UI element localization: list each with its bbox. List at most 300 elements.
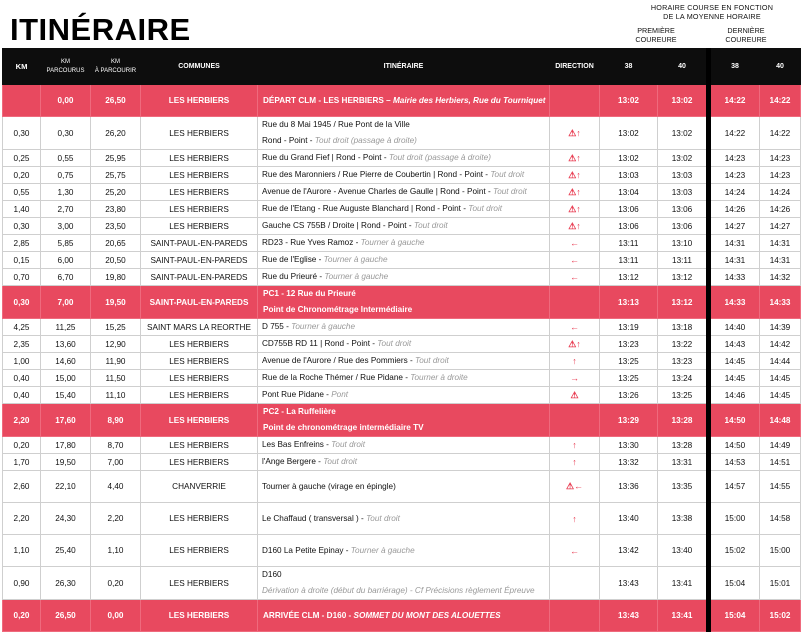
direction-icon: ⚠ [550,387,600,404]
col-speed-40-last: 40 [760,49,801,85]
cell-commune: LES HERBIERS [141,437,258,454]
cell-itineraire [258,184,550,201]
cell-km: 0,15 [3,252,41,269]
cell-km-left: 20,65 [91,235,141,252]
cell-time-40-last: 14:45 [760,387,801,404]
cell-time-40-last: 14:32 [760,269,801,286]
cell-km-done: 6,00 [41,252,91,269]
cell-km: 1,70 [3,454,41,471]
itineraire-main: Rue des Maronniers / Rue Pierre de Coubertin | Rond - Point - [262,170,491,179]
itineraire-main: Le Chaffaud ( transversal ) - [262,513,367,523]
last-rider-label [710,26,782,44]
cell-km-left: 11,90 [91,353,141,370]
table-row [3,252,801,269]
cell-time-38-last: 15:00 [709,503,760,535]
cell-time-40-last: 15:01 [760,567,801,600]
table-row [3,370,801,387]
cell-time-40-first: 13:35 [658,471,709,503]
itineraire-line [262,117,549,133]
itineraire-note: Tout droit [331,440,366,449]
cell-time-38-last: 14:22 [709,85,760,117]
direction-icon: ⚠↑ [550,167,600,184]
cell-time-38-last: 14:50 [709,437,760,454]
cell-itineraire [258,117,550,150]
cell-km-done: 2,70 [41,201,91,218]
cell-km-done: 25,40 [41,535,91,567]
cell-time-40-first: 13:18 [658,319,709,336]
cell-km-left: 0,20 [91,567,141,600]
itineraire-line [262,269,549,285]
cell-km-done: 26,30 [41,567,91,600]
cell-km-left: 25,20 [91,184,141,201]
col-speed-38-first: 38 [600,49,658,85]
table-row [3,471,801,503]
itineraire-note: Tout droit (passage à droite) [388,153,491,162]
direction-icon [550,600,600,632]
itineraire-line [262,543,549,559]
table-row [3,387,801,404]
cell-km-done: 13,60 [41,336,91,353]
cell-time-40-first: 13:28 [658,437,709,454]
cell-time-40-first: 13:02 [658,150,709,167]
cell-time-40-first: 13:22 [658,336,709,353]
cell-time-38-last: 15:04 [709,567,760,600]
table-row [3,454,801,471]
cell-km: 2,20 [3,404,41,437]
cell-time-38-first: 13:06 [600,201,658,218]
itineraire-note: Mairie des Herbiers, Rue du Tourniquet [392,95,546,105]
cell-km-left: 12,90 [91,336,141,353]
table-row [3,567,801,600]
cell-itineraire [258,286,550,319]
table-row [3,85,801,117]
cell-time-40-first: 13:23 [658,353,709,370]
cell-time-40-first: 13:12 [658,269,709,286]
itineraire-main: PC2 - La Ruffelière [263,407,336,416]
cell-km-done: 17,80 [41,437,91,454]
itineraire-main: D160 La Petite Epinay - [262,545,351,555]
cell-commune: LES HERBIERS [141,370,258,387]
direction-icon: ⚠↑ [550,150,600,167]
cell-itineraire [258,201,550,218]
itineraire-line [262,184,549,200]
cell-km-left: 7,00 [91,454,141,471]
first-rider-line: COUREURE [635,35,677,44]
itineraire-line [263,420,549,436]
cell-km: 0,20 [3,167,41,184]
direction-icon [550,567,600,600]
itineraire-note: Pont [331,390,349,399]
table-row [3,117,801,150]
itineraire-line [263,404,549,420]
cell-km-left: 8,90 [91,404,141,437]
itineraire-line [262,370,549,386]
cell-km-done: 0,00 [41,85,91,117]
cell-time-38-last: 14:33 [709,286,760,319]
cell-time-38-last: 14:24 [709,184,760,201]
cell-km: 1,00 [3,353,41,370]
cell-km-left: 25,75 [91,167,141,184]
itineraire-note: Tout droit [490,170,525,179]
cell-commune: SAINT MARS LA REORTHE [141,319,258,336]
col-speed-40-first: 40 [658,49,709,85]
itineraire-main: Point de Chronométrage Intermédiaire [263,305,413,314]
itineraire-main: Rue de l'Etang - Rue Auguste Blanchard | Rond - Point - [262,204,469,213]
table-row [3,167,801,184]
table-row [3,404,801,437]
cell-time-38-last: 15:04 [709,600,760,632]
cell-km-done: 1,30 [41,184,91,201]
cell-time-40-first: 13:03 [658,184,709,201]
cell-time-40-first: 13:38 [658,503,709,535]
cell-km: 0,30 [3,117,41,150]
cell-time-40-last: 14:23 [760,150,801,167]
cell-time-38-last: 14:43 [709,336,760,353]
cell-km: 0,20 [3,600,41,632]
cell-commune: SAINT-PAUL-EN-PAREDS [141,269,258,286]
itineraire-line [263,302,549,318]
col-km-left-line: KM [111,58,120,65]
table-row [3,218,801,235]
cell-commune: LES HERBIERS [141,503,258,535]
table-row [3,184,801,201]
cell-km: 4,25 [3,319,41,336]
cell-time-38-first: 13:23 [600,336,658,353]
itineraire-main: Pont Rue Pidane - [262,390,332,399]
direction-icon: ↑ [550,353,600,370]
cell-itineraire [258,600,550,632]
itineraire-main: l'Ange Bergere - [262,457,324,466]
cell-time-38-first: 13:03 [600,167,658,184]
cell-time-40-last: 14:39 [760,319,801,336]
cell-time-40-last: 14:44 [760,353,801,370]
itineraire-line [262,567,549,583]
direction-icon: ⚠↑ [550,117,600,150]
cell-time-38-first: 13:43 [600,600,658,632]
itineraire-line [262,336,549,352]
cell-commune: LES HERBIERS [141,336,258,353]
cell-itineraire [258,404,550,437]
itineraire-line [262,387,549,403]
cell-time-40-last: 14:55 [760,471,801,503]
cell-time-40-first: 13:25 [658,387,709,404]
itineraire-note: Tout droit [468,204,503,213]
cell-km: 0,55 [3,184,41,201]
cell-km-done: 6,70 [41,269,91,286]
itineraire-main: Les Bas Enfreins - [262,440,332,449]
cell-km-done: 0,30 [41,117,91,150]
cell-time-40-first: 13:02 [658,85,709,117]
cell-km [3,85,41,117]
cell-commune: LES HERBIERS [141,184,258,201]
cell-km-left: 11,50 [91,370,141,387]
cell-time-38-first: 13:11 [600,252,658,269]
col-direction: DIRECTION [550,49,600,85]
cell-commune: LES HERBIERS [141,201,258,218]
itineraire-line [263,93,549,109]
cell-km-done: 15,00 [41,370,91,387]
cell-km: 0,30 [3,286,41,319]
cell-itineraire [258,167,550,184]
cell-km-left: 23,50 [91,218,141,235]
itineraire-line [262,583,549,599]
itineraire-line [262,150,549,166]
cell-km-left: 25,95 [91,150,141,167]
col-km-done-line: PARCOURUS [46,67,85,74]
cell-time-40-first: 13:06 [658,201,709,218]
direction-icon: ← [550,535,600,567]
table-row [3,201,801,218]
itineraire-note: Dérivation à droite (début du barriérage) - Cf Précisions règlement Épreuve [262,586,535,595]
itineraire-note: Tout droit [377,339,412,348]
table-row [3,600,801,632]
cell-km-left: 8,70 [91,437,141,454]
cell-itineraire [258,471,550,503]
itineraire-note: Tourner à gauche [324,272,389,281]
cell-time-38-first: 13:06 [600,218,658,235]
cell-time-40-first: 13:24 [658,370,709,387]
cell-time-38-first: 13:02 [600,150,658,167]
direction-icon [550,404,600,437]
cell-km: 0,90 [3,567,41,600]
itineraire-line [262,235,549,251]
direction-icon: ↑ [550,437,600,454]
itineraire-note: Tourner à gauche [323,255,388,264]
itineraire-line [262,353,549,369]
cell-km-left: 19,80 [91,269,141,286]
table-row [3,353,801,370]
cell-km-done: 17,60 [41,404,91,437]
direction-icon: ← [550,235,600,252]
col-communes: COMMUNES [141,49,258,85]
itineraire-main: Rue de la Roche Thémer / Rue Pidane - [262,373,411,382]
itineraire-main: Rue de l'Eglise - [262,255,324,264]
cell-commune: CHANVERRIE [141,471,258,503]
table-row [3,269,801,286]
cell-commune: LES HERBIERS [141,167,258,184]
table-row [3,235,801,252]
cell-km-left: 11,10 [91,387,141,404]
table-row [3,535,801,567]
itineraire-line [262,218,549,234]
direction-icon: ↑ [550,454,600,471]
itineraire-line [263,286,549,302]
direction-icon: ← [550,252,600,269]
cell-time-38-first: 13:32 [600,454,658,471]
itineraire-main: Rue du Grand Fief | Rond - Point - [262,153,389,162]
cell-commune: LES HERBIERS [141,218,258,235]
cell-time-40-last: 14:48 [760,404,801,437]
cell-km: 0,40 [3,370,41,387]
cell-time-38-last: 14:46 [709,387,760,404]
itineraire-main: Point de chronométrage intermédiaire TV [263,423,424,432]
cell-commune: SAINT-PAUL-EN-PAREDS [141,235,258,252]
cell-time-40-first: 13:28 [658,404,709,437]
itineraire-main: Rond - Point - [262,136,315,145]
cell-time-38-last: 14:26 [709,201,760,218]
itineraire-line [262,437,549,453]
cell-time-38-last: 14:50 [709,404,760,437]
table-row [3,503,801,535]
itineraire-line [262,319,549,335]
cell-time-38-first: 13:12 [600,269,658,286]
itineraire-line [262,133,549,149]
cell-time-40-last: 14:23 [760,167,801,184]
itineraire-note: Tourner à gauche [291,322,356,331]
cell-commune: LES HERBIERS [141,150,258,167]
cell-time-40-last: 14:31 [760,252,801,269]
cell-time-38-last: 14:53 [709,454,760,471]
cell-time-40-first: 13:41 [658,567,709,600]
cell-time-40-last: 14:49 [760,437,801,454]
cell-time-38-first: 13:02 [600,117,658,150]
cell-commune: LES HERBIERS [141,387,258,404]
cell-commune: SAINT-PAUL-EN-PAREDS [141,252,258,269]
cell-km-left: 4,40 [91,471,141,503]
cell-time-40-last: 14:58 [760,503,801,535]
cell-km: 2,20 [3,503,41,535]
table-row [3,150,801,167]
cell-km-left: 1,10 [91,535,141,567]
itineraire-note: SOMMET DU MONT DES ALOUETTES [353,610,501,620]
table-row [3,437,801,454]
itineraire-main: RD23 - Rue Yves Ramoz - [262,238,361,247]
itineraire-main: D 755 - [262,322,292,331]
schedule-note [624,3,800,21]
cell-time-38-last: 14:27 [709,218,760,235]
cell-itineraire [258,567,550,600]
cell-itineraire [258,353,550,370]
cell-itineraire [258,319,550,336]
cell-itineraire [258,218,550,235]
itineraire-main: Rue du 8 Mai 1945 / Rue Pont de la Ville [262,120,410,129]
itineraire-line [262,511,549,527]
col-km-done [41,49,91,85]
cell-time-40-first: 13:02 [658,117,709,150]
cell-km-left: 20,50 [91,252,141,269]
cell-time-40-last: 15:02 [760,600,801,632]
col-itineraire: ITINÉRAIRE [258,49,550,85]
col-km: KM [3,49,41,85]
cell-time-38-first: 13:25 [600,353,658,370]
cell-time-38-last: 14:33 [709,269,760,286]
cell-time-38-last: 14:31 [709,235,760,252]
cell-time-38-first: 13:42 [600,535,658,567]
cell-km-done: 15,40 [41,387,91,404]
cell-time-38-first: 13:30 [600,437,658,454]
cell-km-done: 5,85 [41,235,91,252]
itineraire-line [262,167,549,183]
direction-icon: ⚠← [550,471,600,503]
direction-icon: ⚠↑ [550,336,600,353]
cell-itineraire [258,503,550,535]
cell-time-38-first: 13:26 [600,387,658,404]
direction-icon: ⚠↑ [550,184,600,201]
cell-km-done: 14,60 [41,353,91,370]
cell-itineraire [258,437,550,454]
cell-time-38-first: 13:43 [600,567,658,600]
direction-icon: ⚠↑ [550,201,600,218]
itineraire-main: Tourner à gauche (virage en épingle) [262,481,396,491]
first-rider-label [620,26,692,44]
cell-km: 0,70 [3,269,41,286]
cell-commune: LES HERBIERS [141,454,258,471]
cell-time-38-last: 14:45 [709,353,760,370]
cell-time-38-first: 13:25 [600,370,658,387]
cell-time-40-first: 13:40 [658,535,709,567]
itineraire-note: Tourner à gauche [360,238,425,247]
cell-commune: LES HERBIERS [141,404,258,437]
cell-commune: LES HERBIERS [141,535,258,567]
direction-icon: ⚠↑ [550,218,600,235]
cell-commune: SAINT-PAUL-EN-PAREDS [141,286,258,319]
cell-commune: LES HERBIERS [141,567,258,600]
first-rider-line: PREMIÈRE [637,26,675,35]
cell-time-40-last: 14:27 [760,218,801,235]
cell-time-40-first: 13:10 [658,235,709,252]
cell-time-38-first: 13:19 [600,319,658,336]
table-header [3,49,801,85]
itineraire-main: PC1 - 12 Rue du Prieuré [263,289,356,298]
itineraire-main: Avenue de l'Aurore - Avenue Charles de Gaulle | Rond - Point - [262,187,493,196]
itineraire-main: DÉPART CLM - LES HERBIERS – [263,95,393,105]
col-km-done-line: KM [61,58,70,65]
cell-km-left: 0,00 [91,600,141,632]
itineraire-line [263,608,549,624]
cell-commune: LES HERBIERS [141,600,258,632]
cell-time-38-last: 14:23 [709,167,760,184]
cell-commune: LES HERBIERS [141,117,258,150]
cell-time-40-last: 14:45 [760,370,801,387]
cell-itineraire [258,150,550,167]
cell-km-done: 7,00 [41,286,91,319]
cell-km-left: 26,20 [91,117,141,150]
cell-itineraire [258,336,550,353]
cell-km: 1,40 [3,201,41,218]
schedule-note-line: HORAIRE COURSE EN FONCTION [650,3,774,12]
schedule-note-line: DE LA MOYENNE HORAIRE [663,12,761,21]
cell-km-left: 26,50 [91,85,141,117]
cell-km-done: 3,00 [41,218,91,235]
cell-km: 2,35 [3,336,41,353]
cell-time-38-first: 13:40 [600,503,658,535]
cell-itineraire [258,454,550,471]
cell-time-40-last: 15:00 [760,535,801,567]
itineraire-main: ARRIVÉE CLM - D160 - [263,610,354,620]
table-row [3,319,801,336]
itineraire-note: Tout droit [323,457,358,466]
table-row [3,336,801,353]
cell-commune: LES HERBIERS [141,85,258,117]
direction-icon [550,85,600,117]
page-title: ITINÉRAIRE [10,12,191,47]
itineraire-note: Tout droit [366,513,400,523]
cell-time-38-last: 14:31 [709,252,760,269]
direction-icon [550,286,600,319]
cell-km-done: 0,55 [41,150,91,167]
itineraire-note: Tout droit [492,187,527,196]
cell-time-38-first: 13:36 [600,471,658,503]
cell-km-done: 11,25 [41,319,91,336]
cell-km-left: 23,80 [91,201,141,218]
cell-km-done: 22,10 [41,471,91,503]
col-km-left [91,49,141,85]
cell-time-40-first: 13:12 [658,286,709,319]
last-rider-line: COUREURE [725,35,767,44]
cell-itineraire [258,535,550,567]
cell-time-38-last: 14:57 [709,471,760,503]
cell-time-40-last: 14:26 [760,201,801,218]
